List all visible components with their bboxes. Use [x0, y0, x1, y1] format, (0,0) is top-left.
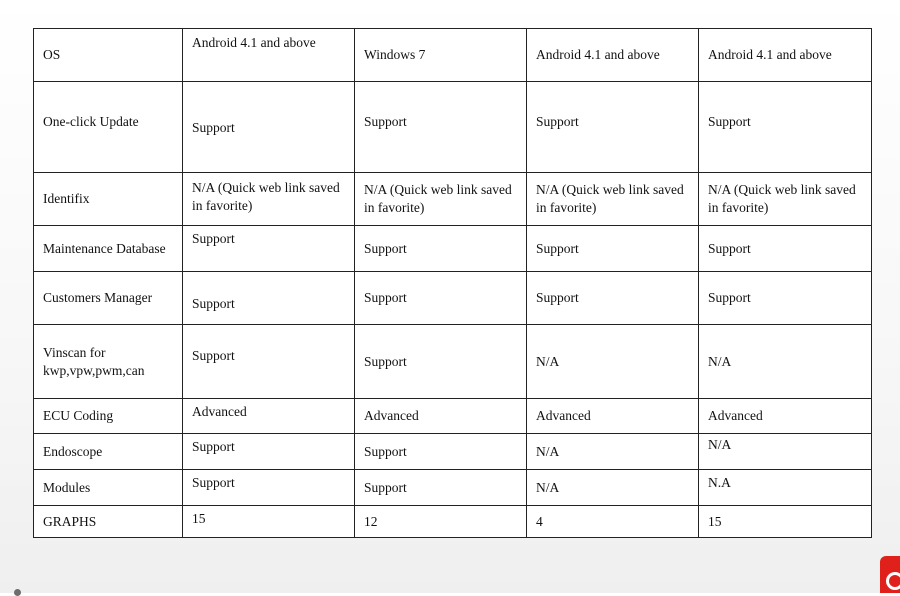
table-cell: Support	[183, 434, 355, 470]
table-row	[34, 272, 872, 325]
table-cell: Advanced	[699, 399, 872, 434]
table-cell: Android 4.1 and above	[183, 29, 355, 82]
table-cell: Support	[355, 226, 527, 272]
table-cell: Support	[183, 226, 355, 272]
row-label-endoscope: Endoscope	[34, 434, 183, 470]
table-cell: 12	[355, 506, 527, 538]
table-cell: Support	[527, 272, 699, 325]
table-row	[34, 325, 872, 399]
row-label-modules: Modules	[34, 470, 183, 506]
table-cell: N/A (Quick web link saved in favorite)	[527, 173, 699, 226]
table-cell: Support	[355, 325, 527, 399]
table-cell: Support	[355, 272, 527, 325]
table-cell: 15	[183, 506, 355, 538]
table-cell: Support	[699, 272, 872, 325]
table-cell: Support	[527, 226, 699, 272]
table-cell: 4	[527, 506, 699, 538]
table-row	[34, 29, 872, 82]
row-label-vinscan: Vinscan for kwp,vpw,pwm,can	[34, 325, 183, 399]
table-cell: N/A	[699, 325, 872, 399]
comparison-table	[33, 28, 872, 538]
table-cell: N/A	[699, 434, 872, 470]
table-row	[34, 226, 872, 272]
row-label-graphs: GRAPHS	[34, 506, 183, 538]
table-row	[34, 434, 872, 470]
table-cell: Support	[183, 272, 355, 325]
table-cell: N/A (Quick web link saved in favorite)	[699, 173, 872, 226]
table-cell: Android 4.1 and above	[699, 29, 872, 82]
table-cell: Advanced	[355, 399, 527, 434]
table-cell: N/A	[527, 434, 699, 470]
table-cell: Support	[355, 470, 527, 506]
table-cell: Support	[183, 325, 355, 399]
row-label-customers-manager: Customers Manager	[34, 272, 183, 325]
table-cell: N/A (Quick web link saved in favorite)	[355, 173, 527, 226]
table-row	[34, 399, 872, 434]
table-cell: Support	[355, 434, 527, 470]
table-cell: Support	[183, 470, 355, 506]
table-cell: Support	[699, 226, 872, 272]
table-cell: Support	[355, 82, 527, 173]
table-cell: Android 4.1 and above	[527, 29, 699, 82]
table-cell: N/A (Quick web link saved in favorite)	[183, 173, 355, 226]
row-label-identifix: Identifix	[34, 173, 183, 226]
table-row	[34, 506, 872, 538]
table-row	[34, 173, 872, 226]
table-cell: Support	[699, 82, 872, 173]
table-cell: Advanced	[527, 399, 699, 434]
brand-logo-icon	[880, 556, 900, 593]
table-row	[34, 82, 872, 173]
row-label-os: OS	[34, 29, 183, 82]
row-label-maintenance-database: Maintenance Database	[34, 226, 183, 272]
table-row	[34, 470, 872, 506]
table-cell: Support	[183, 82, 355, 173]
row-label-ecu-coding: ECU Coding	[34, 399, 183, 434]
row-label-one-click-update: One-click Update	[34, 82, 183, 173]
table-cell: Windows 7	[355, 29, 527, 82]
table-cell: Support	[527, 82, 699, 173]
table-cell: Advanced	[183, 399, 355, 434]
logo-ring-icon	[886, 572, 900, 590]
table-cell: N.A	[699, 470, 872, 506]
table-cell: 15	[699, 506, 872, 538]
table-cell: N/A	[527, 470, 699, 506]
table-cell: N/A	[527, 325, 699, 399]
